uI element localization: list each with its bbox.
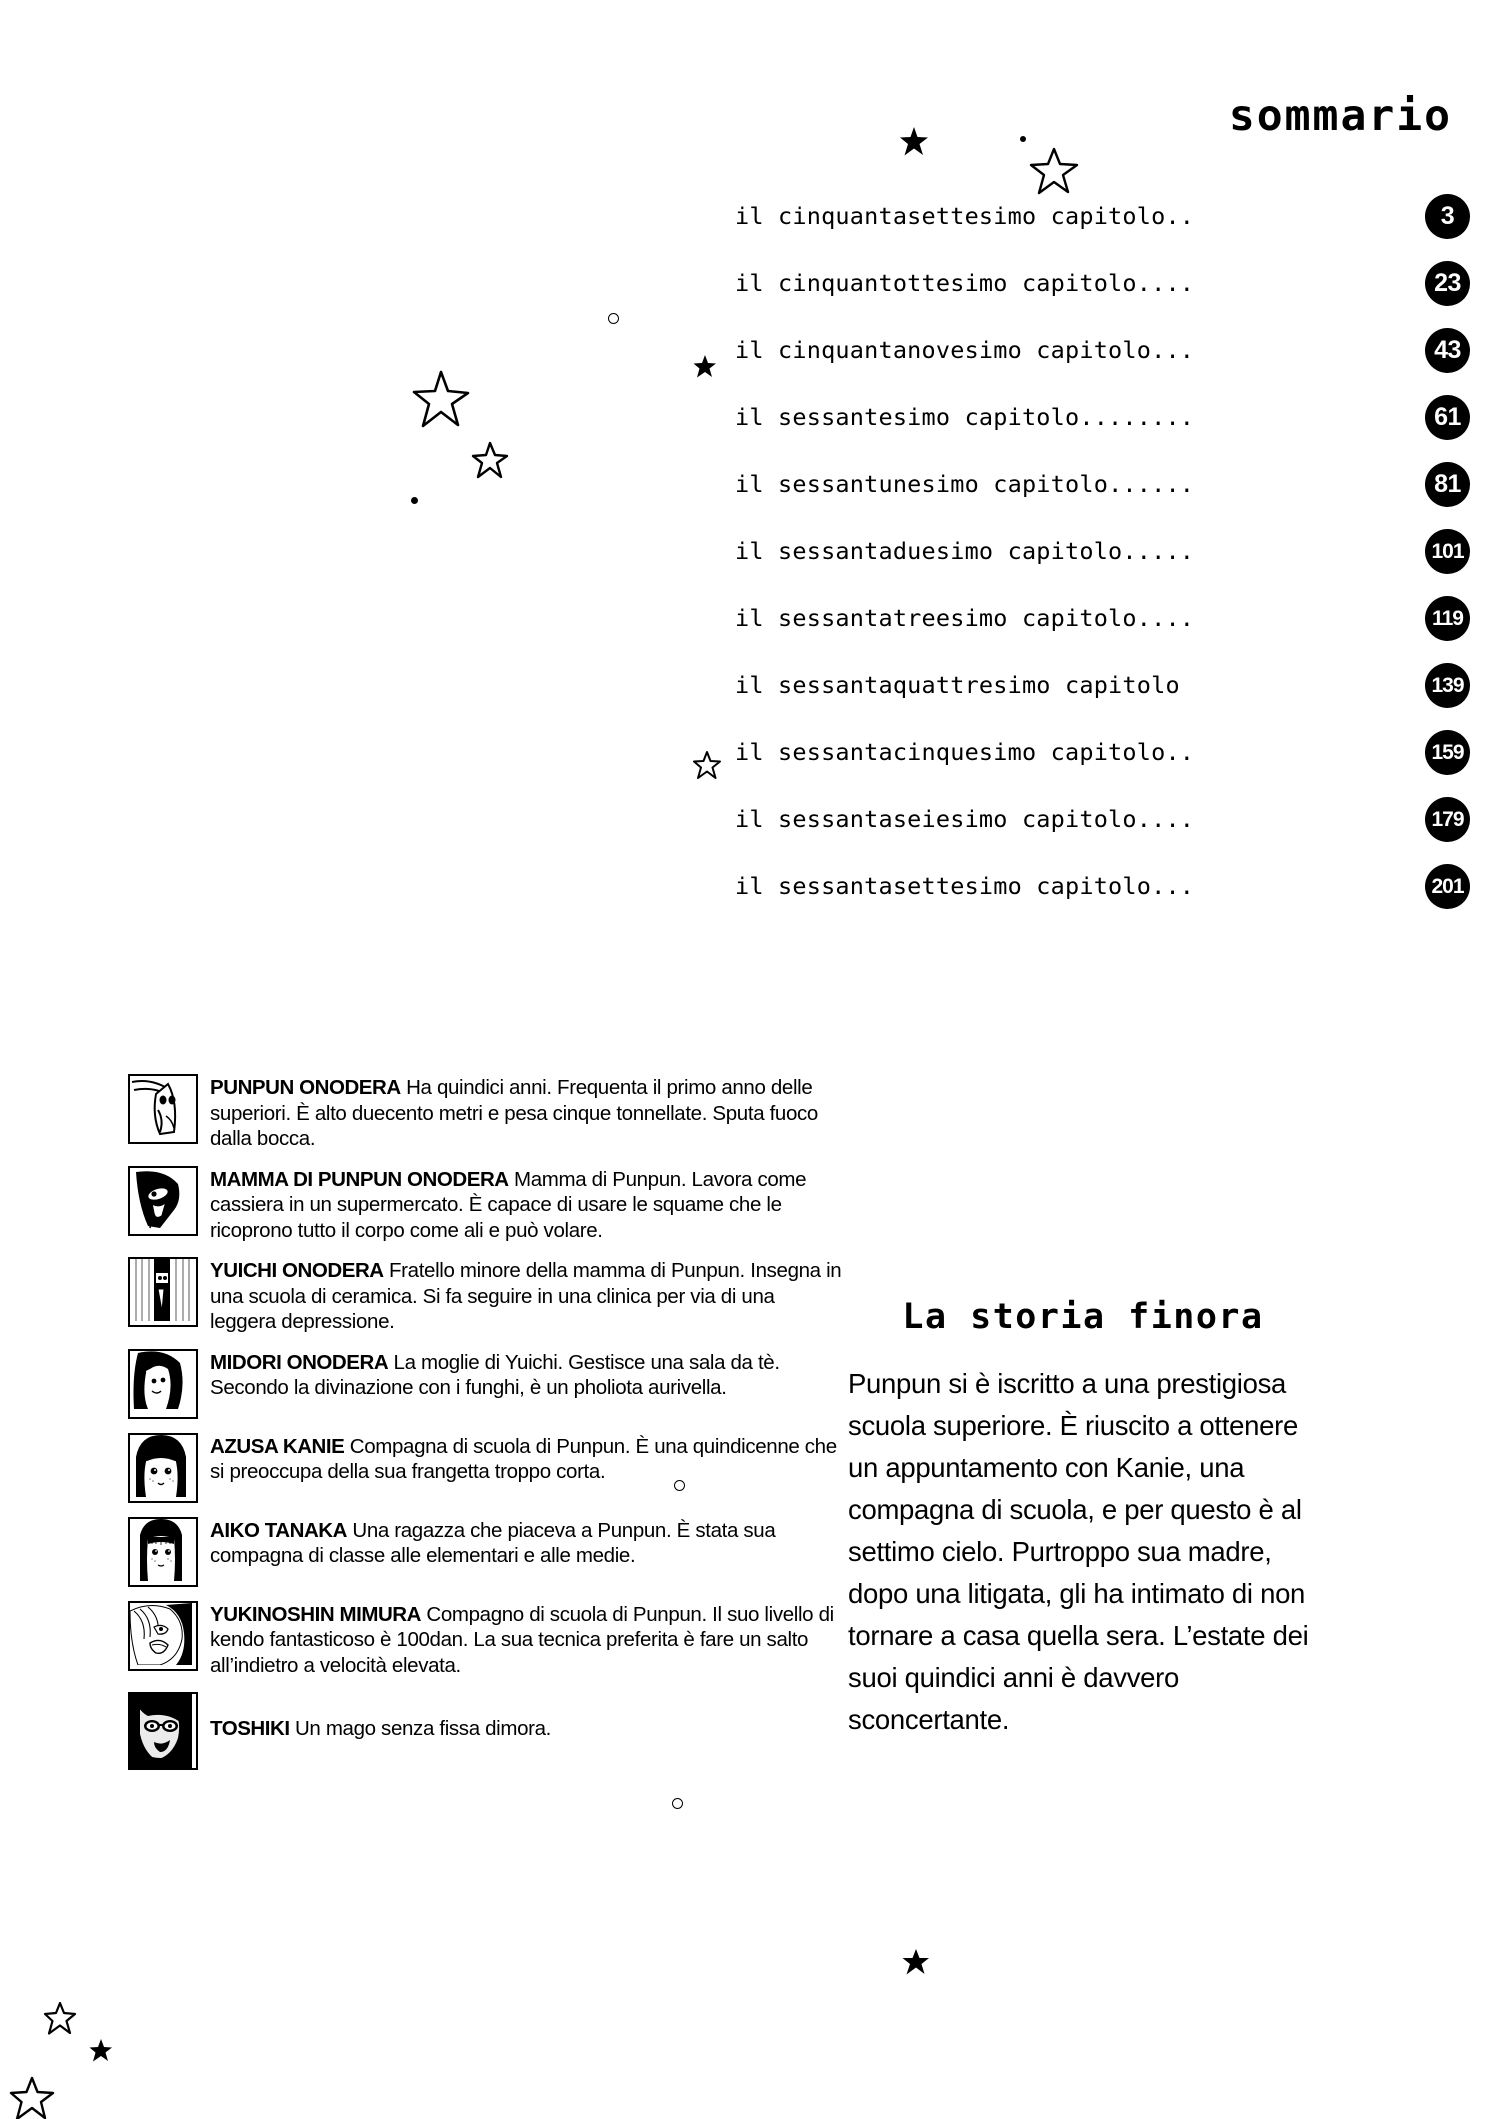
toc-entry-label: il sessantatreesimo capitolo xyxy=(735,603,1137,632)
toc-list xyxy=(700,190,1470,913)
filled-star-icon xyxy=(88,2037,114,2063)
toc-page-number: 159 xyxy=(1425,730,1470,775)
list-item xyxy=(128,1692,843,1770)
character-name: YUKINOSHIN MIMURA xyxy=(210,1602,422,1626)
toc-entry-label: il cinquantottesimo capitolo xyxy=(735,268,1137,297)
toc-entry-label: il sessantesimo capitolo xyxy=(735,402,1080,431)
character-entry-text xyxy=(210,1433,843,1485)
character-description: Fratello minore della mamma di Punpun. Insegna in una scuola di ceramica. Si fa seguire in una clinica per via di una leggera depressione. xyxy=(210,1259,842,1333)
toc-entry[interactable] xyxy=(700,190,1470,243)
dot-icon xyxy=(411,497,418,504)
toc-entry[interactable] xyxy=(700,860,1470,913)
toc-entry[interactable] xyxy=(700,793,1470,846)
toc-entry-label: il sessantacinquesimo capitolo xyxy=(735,737,1166,766)
toc-page-number: 201 xyxy=(1425,864,1470,909)
toc-entry[interactable] xyxy=(700,391,1470,444)
character-description: Un mago senza fissa dimora. xyxy=(289,1717,551,1740)
toc-entry-label: il sessantaquattresimo capitolo xyxy=(735,670,1180,699)
character-entry-text xyxy=(210,1517,843,1569)
toc-entry-label: il sessantaseiesimo capitolo xyxy=(735,804,1137,833)
toc-page-number: 179 xyxy=(1425,797,1470,842)
toc-entry-label: il sessantaduesimo capitolo xyxy=(735,536,1123,565)
outline-star-icon xyxy=(410,368,472,430)
azusa-portrait-icon xyxy=(128,1433,198,1503)
toc-page-number: 43 xyxy=(1425,328,1470,373)
character-list xyxy=(128,1074,843,1784)
toc-entry[interactable] xyxy=(700,458,1470,511)
list-item xyxy=(128,1166,843,1244)
story-so-far-body: Punpun si è iscritto a una prestigiosa scuola superiore. È riuscito a ottenere un appuntamento con Kanie, una compagna di scuola, e per questo è al settimo cielo. Purtroppo sua madre, dopo una litigata, gli ha intimato di non tornare a casa quella sera. L’estate dei suoi quindici anni è davvero sconcertante. xyxy=(848,1367,1309,1735)
character-description: Compagno di scuola di Punpun. Il suo livello di kendo fantasticoso è 100dan. La sua tecnica preferita è fare un salto all’indietro a velocità elevata. xyxy=(210,1602,834,1677)
character-name: MIDORI ONODERA xyxy=(210,1350,389,1374)
character-name: AZUSA KANIE xyxy=(210,1434,345,1458)
character-description: Ha quindici anni. Frequenta il primo anno delle superiori. È alto duecento metri e pesa cinque tonnellate. Sputa fuoco dalla bocca. xyxy=(210,1076,818,1150)
dot-icon xyxy=(672,1798,683,1809)
toc-leader: .. xyxy=(1165,737,1195,766)
list-item xyxy=(128,1349,843,1419)
punpun-bird-portrait-icon xyxy=(128,1074,198,1144)
table-of-contents xyxy=(700,91,1470,927)
toc-entry-label: il sessantasettesimo capitolo xyxy=(735,871,1152,900)
character-entry-text xyxy=(210,1257,843,1335)
filled-star-icon xyxy=(901,1946,931,1976)
toc-entry[interactable] xyxy=(700,726,1470,779)
character-name: PUNPUN ONODERA xyxy=(210,1076,401,1099)
toc-page-number: 119 xyxy=(1425,596,1470,641)
mamma-punpun-portrait-icon xyxy=(128,1166,198,1236)
toc-leader: .... xyxy=(1136,804,1195,833)
page-title: sommario xyxy=(1228,91,1452,141)
toc-page-number: 3 xyxy=(1425,194,1470,239)
story-so-far-section xyxy=(848,1297,1318,1768)
character-entry-text xyxy=(210,1601,843,1679)
toc-page-number: 81 xyxy=(1425,462,1470,507)
list-item xyxy=(128,1074,843,1152)
character-name: TOSHIKI xyxy=(210,1717,290,1740)
character-name: YUICHI ONODERA xyxy=(210,1259,384,1282)
toc-leader: ........ xyxy=(1079,402,1195,431)
character-entry-text xyxy=(210,1074,843,1152)
toc-entry-label: il sessantunesimo capitolo xyxy=(735,469,1109,498)
dot-icon xyxy=(608,313,619,324)
story-so-far-title: La storia finora xyxy=(902,1297,1264,1337)
character-description: Una ragazza che piaceva a Punpun. È stata sua compagna di classe alle elementari e alle medie. xyxy=(210,1518,776,1567)
aiko-portrait-icon xyxy=(128,1517,198,1587)
toc-leader: ...... xyxy=(1108,469,1195,498)
list-item xyxy=(128,1601,843,1679)
toc-entry-label: il cinquantasettesimo capitolo xyxy=(735,201,1166,230)
toc-page-number: 23 xyxy=(1425,261,1470,306)
character-entry-text xyxy=(210,1692,843,1742)
toc-entry[interactable] xyxy=(700,257,1470,310)
toc-page-number: 101 xyxy=(1425,529,1470,574)
outline-star-icon xyxy=(42,2000,78,2036)
character-description: La moglie di Yuichi. Gestisce una sala da tè. Secondo la divinazione con i funghi, è un pholiota aurivella. xyxy=(210,1350,780,1399)
character-name: AIKO TANAKA xyxy=(210,1518,348,1542)
character-entry-text xyxy=(210,1349,843,1401)
toc-leader: ... xyxy=(1151,335,1195,364)
character-description: Mamma di Punpun. Lavora come cassiera in un supermercato. È capace di usare le squame che le ricoprono tutto il corpo come ali e può volare. xyxy=(210,1167,807,1242)
toc-leader: ..... xyxy=(1122,536,1195,565)
list-item xyxy=(128,1517,843,1587)
midori-portrait-icon xyxy=(128,1349,198,1419)
toc-entry-label: il cinquantanovesimo capitolo xyxy=(735,335,1152,364)
list-item xyxy=(128,1257,843,1335)
toshiki-portrait-icon xyxy=(128,1692,198,1770)
character-description: Compagna di scuola di Punpun. È una quindicenne che si preoccupa della sua frangetta troppo corta. xyxy=(210,1434,837,1483)
toc-leader: .... xyxy=(1136,603,1195,632)
character-name: MAMMA DI PUNPUN ONODERA xyxy=(210,1167,509,1191)
character-entry-text xyxy=(210,1166,843,1244)
outline-star-icon xyxy=(470,440,510,480)
toc-page-number: 139 xyxy=(1425,663,1470,708)
yuichi-portrait-icon xyxy=(128,1257,198,1327)
toc-entry[interactable] xyxy=(700,659,1470,712)
yukinoshin-portrait-icon xyxy=(128,1601,198,1671)
toc-leader: ... xyxy=(1151,871,1195,900)
toc-entry[interactable] xyxy=(700,324,1470,377)
outline-star-icon xyxy=(8,2074,56,2119)
toc-entry[interactable] xyxy=(700,525,1470,578)
toc-leader: .... xyxy=(1136,268,1195,297)
list-item xyxy=(128,1433,843,1503)
toc-leader: .. xyxy=(1165,201,1195,230)
toc-entry[interactable] xyxy=(700,592,1470,645)
toc-page-number: 61 xyxy=(1425,395,1470,440)
